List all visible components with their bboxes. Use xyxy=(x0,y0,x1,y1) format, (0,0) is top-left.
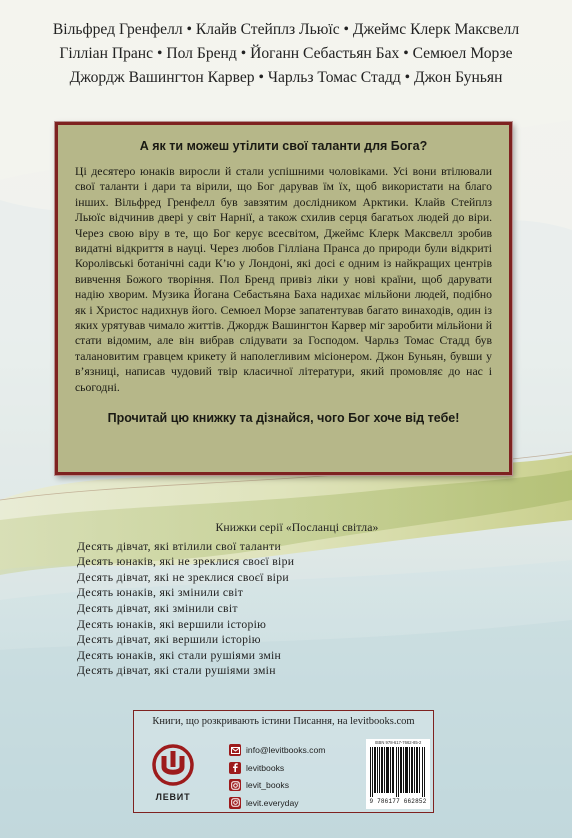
email-icon xyxy=(229,744,241,756)
contact-instagram[interactable] xyxy=(229,795,359,811)
logo-text: ЛЕВИТ xyxy=(155,792,191,802)
contact-text: levit.everyday xyxy=(246,797,299,808)
contact-list xyxy=(229,742,359,812)
isbn-barcode xyxy=(366,739,430,809)
panel-call-to-action: Прочитай цю книжку та дізнайся, чого Бог хоче від тебе! xyxy=(107,411,460,426)
contact-email[interactable] xyxy=(229,742,359,758)
contact-text: levit_books xyxy=(246,780,289,790)
authors-row: Гілліан Пранс • Пол Бренд • Йоганн Себастьян Бах • Семюел Морзе xyxy=(59,45,513,62)
list-item: Десять дівчат, які змінили світ xyxy=(77,601,238,615)
contact-text: levitbooks xyxy=(246,762,285,773)
series-title: Книжки серії «Посланці світла» xyxy=(215,521,379,534)
authors-row: Вільфред Гренфелл • Клайв Стейплз Льюїс • Джеймс Клерк Максвелл xyxy=(52,21,520,38)
barcode-digits: 9 786177 662852 xyxy=(369,798,427,805)
facebook-icon xyxy=(229,762,241,774)
list-item: Десять юнаків, які не зреклися своєї віри xyxy=(77,555,295,569)
isbn-label: ISBN 978-617-7662-85-2 xyxy=(374,740,422,745)
description-panel xyxy=(55,122,512,475)
list-item: Десять юнаків, які вершили історію xyxy=(77,617,267,631)
levit-logo-icon xyxy=(148,742,198,790)
contact-text: info@levitbooks.com xyxy=(246,745,326,755)
list-item: Десять дівчат, які стали рушіями змін xyxy=(77,664,276,678)
list-item: Десять юнаків, які змінили світ xyxy=(77,586,244,600)
instagram-icon xyxy=(229,797,241,809)
series-books xyxy=(77,539,517,679)
instagram-icon xyxy=(229,779,241,791)
publisher-box xyxy=(133,710,434,813)
authors-row: Джордж Вашингтон Карвер • Чарльз Томас Стадд • Джон Буньян xyxy=(69,69,503,86)
publisher-tagline: Книги, що розкривають істини Писання, на levitbooks.com xyxy=(152,716,415,727)
barcode-icon xyxy=(370,747,426,797)
authors-list xyxy=(0,18,572,90)
contact-instagram[interactable] xyxy=(229,777,359,793)
contact-facebook[interactable] xyxy=(229,760,359,776)
list-item: Десять дівчат, які не зреклися своєї віри xyxy=(77,570,289,584)
panel-body: Ці десятеро юнаків виросли й стали успішними чоловіками. Усі вони втілювали свої таланти і дари та вірили, що Бог дарував їм їх, щоб використати на благо інших. Вільфред Гренфелл був завзятим дослідником Арктики. Клайв Стейплз Льюїс відчинив двері у світ Нарнії, а також схилив серця багатьох людей до віри. Через свою віру в те, що Бог керує всесвітом, Джеймс Клерк Максвелл зробив видатні відкриття в науці. Через любов Гілліана Пранса до природи були відкриті Королівські ботанічні сади К’ю у Лондоні, які досі є одним із найкращих центрів вивчення Божого творіння. Пол Бренд привіз ліки у нові країни, щоб дарувати надію хворим. Музика Йогана Себастьяна Баха надихає мільйони людей, подібно як і Христос надихнув його. Семюел Морзе запатентував багато винаходів, один із яких урятував чимало життів. Джордж Вашингтон Карвер міг заробити мільйони й стати відомим, але він вибрав слідувати за Господом. Чарльз Томас Стадд був талановитим гравцем крикету й наполегливим місіонером. Джон Буньян, бувши у в’язниці, написав чудовий твір класичної літератури, який промовляє до нас і сьогодні. xyxy=(75,165,492,394)
publisher-logo xyxy=(148,742,198,807)
series-list xyxy=(77,520,517,679)
list-item: Десять дівчат, які втілили свої таланти xyxy=(77,539,282,553)
list-item: Десять юнаків, які стали рушіями змін xyxy=(77,648,282,662)
panel-heading: А як ти можеш утілити свої таланти для Бога? xyxy=(139,139,428,153)
list-item: Десять дівчат, які вершили історію xyxy=(77,633,261,647)
